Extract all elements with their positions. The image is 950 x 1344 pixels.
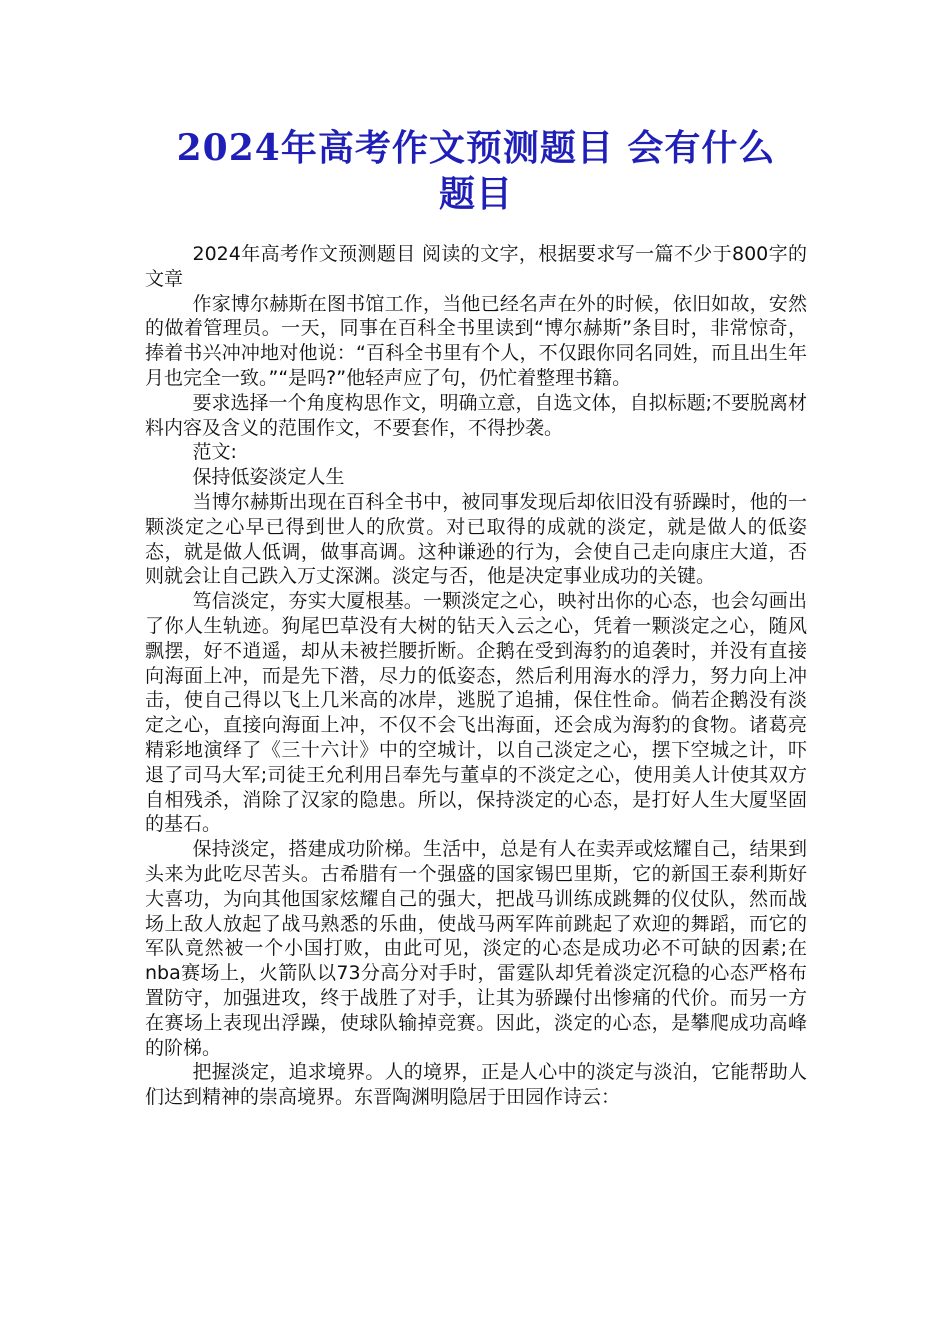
title-line-2: 题目 bbox=[438, 173, 513, 215]
essay-paragraph: 当博尔赫斯出现在百科全书中，被同事发现后却依旧没有骄躁时，他的一颗淡定之心早已得到世人的欣赏。对已取得的成就的淡定，就是做人的低姿态，就是做人低调，做事高调。这种谦逊的行为，会使自己走向康庄大道，否则就会让自己跌入万丈深渊。淡定与否，他是决定事业成功的关键。 bbox=[145, 490, 807, 588]
essay-paragraph: 笃信淡定，夯实大厦根基。一颗淡定之心，映衬出你的心态，也会勾画出了你人生轨迹。狗尾巴草没有大树的钻天入云之心，凭着一颗淡定之心，随风飘摆，好不逍遥，却从未被拦腰折断。企鹅在受到海豹的追袭时，并没有直接向海面上冲，而是先下潜，尽力的低姿态，然后利用海水的浮力，努力向上冲击，使自己得以飞上几米高的冰岸，逃脱了追捕，保住性命。倘若企鹅没有淡定之心，直接向海面上冲，不仅不会飞出海面，还会成为海豹的食物。诸葛亮精彩地演绎了《三十六计》中的空城计，以自己淡定之心，摆下空城之计，吓退了司马大军;司徒王允利用吕奉先与董卓的不淡定之心，使用美人计使其双方自相残杀，消除了汉家的隐患。所以，保持淡定的心态，是打好人生大厦坚固的基石。 bbox=[145, 590, 807, 836]
document-page bbox=[145, 125, 807, 1110]
essay-paragraph: 把握淡定，追求境界。人的境界，正是人心中的淡定与淡泊，它能帮助人们达到精神的崇高境界。东晋陶渊明隐居于田园作诗云： bbox=[145, 1061, 807, 1109]
material-paragraph: 作家博尔赫斯在图书馆工作，当他已经名声在外的时候，依旧如故，安然的做着管理员。一天，同事在百科全书里读到“博尔赫斯”条目时，非常惊奇，捧着书兴冲冲地对他说：“百科全书里有个人，不仅跟你同名同姓，而且出生年月也完全一致。”“是吗?”他轻声应了句，仍忙着整理书籍。 bbox=[145, 292, 807, 389]
intro-paragraph: 2024年高考作文预测题目 阅读的文字，根据要求写一篇不少于800字的文章 bbox=[145, 243, 807, 290]
sample-label: 范文: bbox=[192, 441, 237, 464]
title-line-1: 2024年高考作文预测题目 会有什么 bbox=[176, 127, 776, 169]
document-body bbox=[145, 242, 807, 1110]
requirement-paragraph: 要求选择一个角度构思作文，明确立意，自选文体，自拟标题;不要脱离材料内容及含义的范围作文，不要套作，不得抄袭。 bbox=[145, 391, 807, 439]
essay-title: 保持低姿淡定人生 bbox=[192, 466, 345, 489]
essay-paragraph: 保持淡定，搭建成功阶梯。生活中，总是有人在卖弄或炫耀自己，结果到头来为此吃尽苦头。古希腊有一个强盛的国家锡巴里斯，它的新国王泰利斯好大喜功，为向其他国家炫耀自己的强大，把战马训练成跳舞的仪仗队，然而战场上敌人放起了战马熟悉的乐曲，使战马两军阵前跳起了欢迎的舞蹈，而它的军队竟然被一个小国打败，由此可见，淡定的心态是成功必不可缺的因素;在nba赛场上，火箭队以73分高分对手时，雷霆队却凭着淡定沉稳的心态严格布置防守，加强进攻，终于战胜了对手，让其为骄躁付出惨痛的代价。而另一方在赛场上表现出浮躁，使球队输掉竞赛。因此，淡定的心态，是攀爬成功高峰的阶梯。 bbox=[145, 838, 807, 1059]
document-title bbox=[145, 125, 807, 217]
